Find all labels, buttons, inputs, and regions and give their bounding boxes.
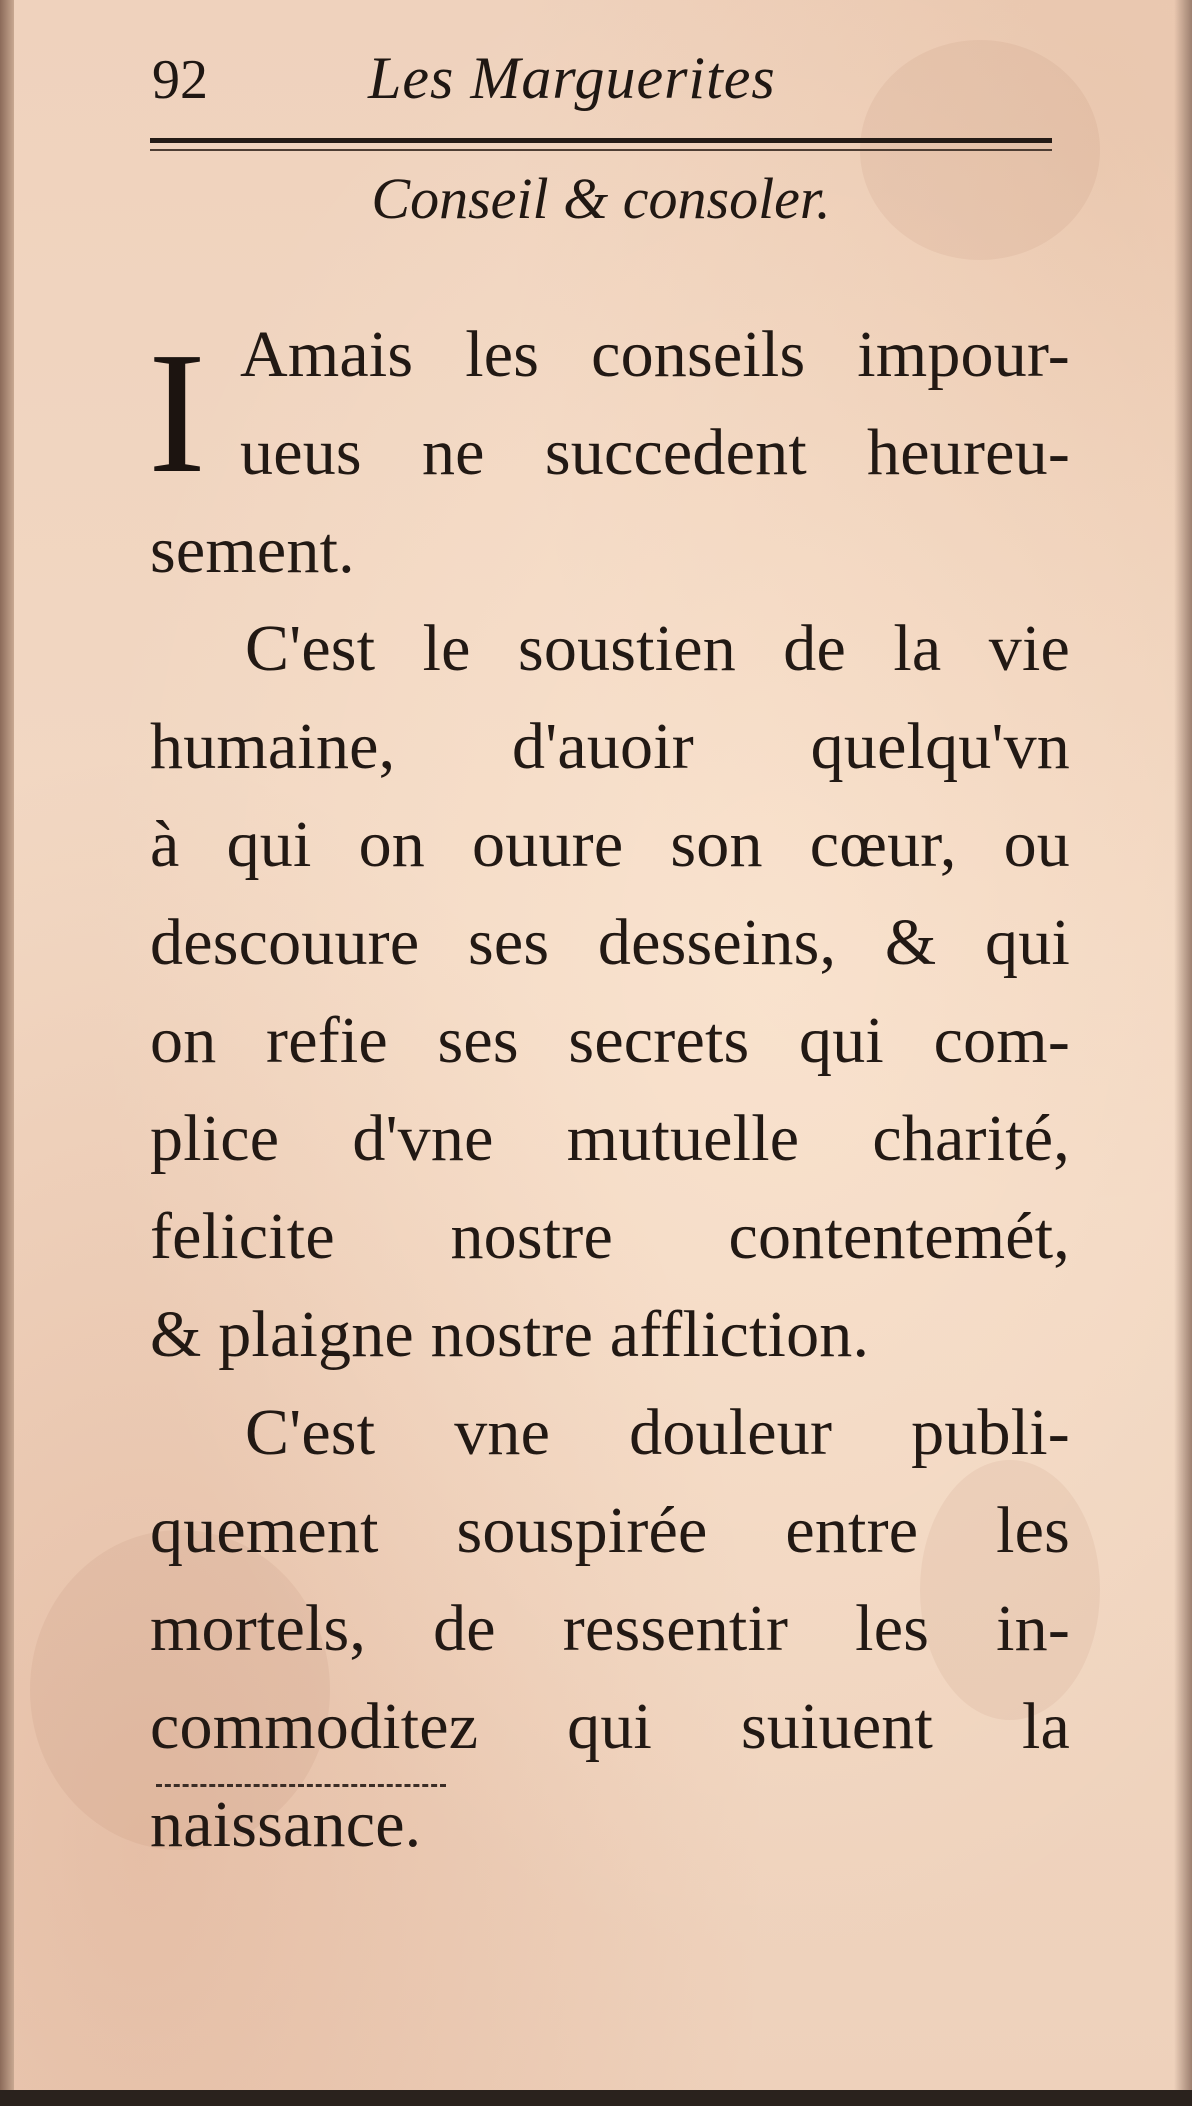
paragraph-1	[150, 306, 1070, 600]
text-line: felicite nostre contentemét,	[150, 1200, 1070, 1273]
text-line: quement souspirée entre les	[150, 1494, 1070, 1567]
running-title: Les Marguerites	[368, 45, 776, 111]
page-spine-shadow	[0, 0, 14, 2106]
paragraph-3	[150, 1384, 1070, 1874]
page-bottom-edge	[0, 2090, 1192, 2106]
closing-rule	[156, 1784, 446, 1787]
header-rule	[150, 138, 1052, 143]
text-line: on refie ses secrets qui com-	[150, 1004, 1070, 1077]
text-line: ueus ne succedent heureu-	[240, 416, 1070, 489]
paragraph-2	[150, 600, 1070, 1384]
text-line: à qui on ouure son cœur, ou	[150, 808, 1070, 881]
text-line: descouure ses desseins, & qui	[150, 906, 1070, 979]
text-line: sement.	[150, 514, 355, 587]
header-rule-secondary	[150, 149, 1052, 151]
text-line: Amais les conseils impour-	[240, 318, 1070, 391]
text-line: plice d'vne mutuelle charité,	[150, 1102, 1070, 1175]
drop-cap: I	[148, 316, 207, 509]
text-line: mortels, de ressentir les in-	[150, 1592, 1070, 1665]
section-title: Conseil & consoler.	[371, 166, 831, 231]
page-number: 92	[152, 49, 208, 111]
text-line: & plaigne nostre affliction.	[150, 1298, 870, 1371]
text-line: C'est le soustien de la vie	[245, 612, 1070, 685]
text-line: naissance.	[150, 1788, 422, 1861]
body-text	[150, 306, 1070, 1874]
text-line: C'est vne douleur publi-	[245, 1396, 1070, 1469]
text-line: commoditez qui suiuent la	[150, 1690, 1070, 1763]
page-edge-shadow	[1174, 0, 1192, 2106]
text-line: humaine, d'auoir quelqu'vn	[150, 710, 1070, 783]
page-header	[150, 44, 1060, 139]
